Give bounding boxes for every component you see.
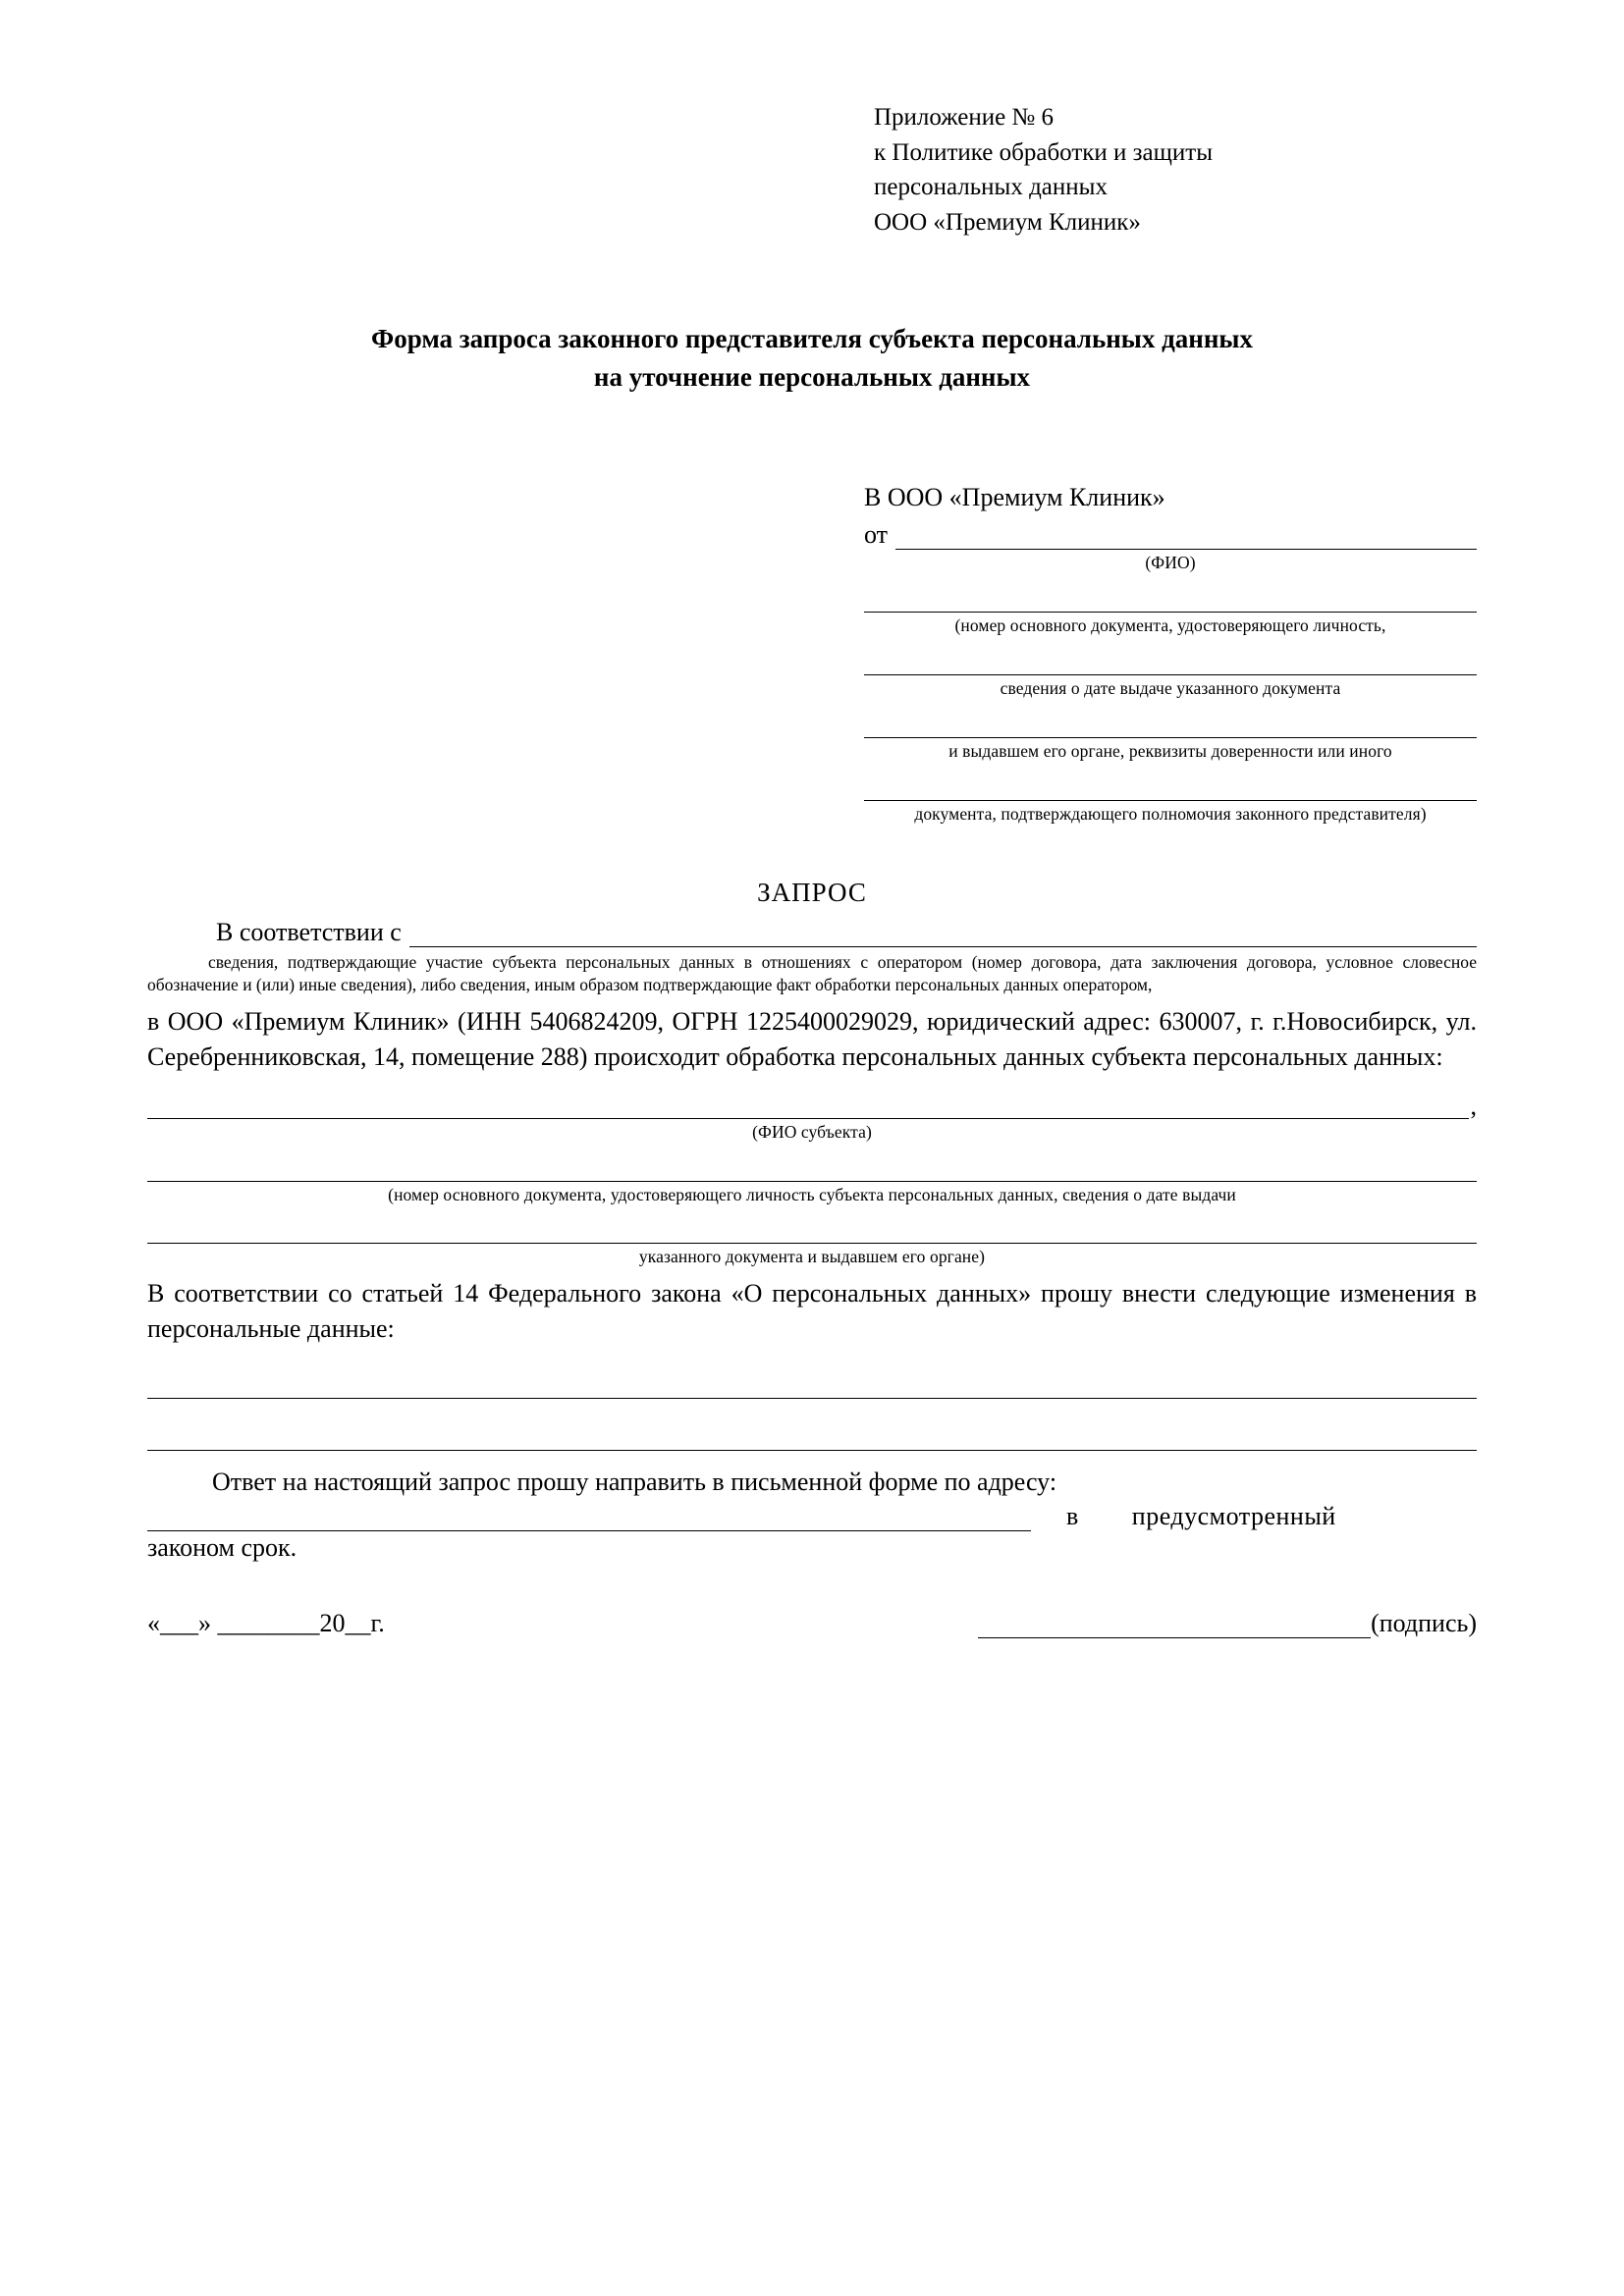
caption-doc-powers: документа, подтверждающего полномочия законного представителя)	[914, 803, 1427, 824]
answer-address-row	[147, 1502, 1477, 1531]
signature-label: (подпись)	[1371, 1609, 1477, 1638]
caption-doc-organ: и выдавшем его органе, реквизиты доверенности или иного	[948, 740, 1392, 761]
from-label: от	[864, 520, 889, 550]
answer-tail-word2: предусмотренный	[1131, 1502, 1336, 1531]
subject-doc-slot-2	[147, 1217, 1477, 1268]
doc-powers-slot	[864, 774, 1477, 826]
addressee-block	[147, 481, 1477, 825]
subject-fio-slot	[147, 1093, 1477, 1144]
caption-doc-number: (номер основного документа, удостоверяющего личность,	[954, 614, 1386, 635]
basis-label: В соответствии с	[216, 918, 402, 947]
basis-row	[147, 918, 1477, 947]
page-title-line1: Форма запроса законного представителя субъекта персональных данных	[371, 324, 1253, 353]
answer-address-blank[interactable]	[147, 1505, 1031, 1531]
from-fio-blank[interactable]	[895, 523, 1477, 550]
answer-paragraph	[147, 1465, 1477, 1500]
changes-blank-block	[147, 1372, 1477, 1451]
answer-tail-word: в	[1066, 1502, 1079, 1531]
appendix-org: ООО «Премиум Клиник»	[874, 208, 1141, 236]
doc-powers-blank[interactable]	[864, 774, 1477, 801]
signature-blank[interactable]	[978, 1614, 1371, 1638]
subject-doc-slot	[147, 1155, 1477, 1206]
from-row	[864, 520, 1477, 550]
appendix-header	[147, 94, 1477, 240]
doc-organ-slot	[864, 712, 1477, 763]
law-paragraph: В соответствии со статьей 14 Федерального закона «О персональных данных» прошу внести следующие изменения в персональные данные:	[147, 1279, 1477, 1344]
subject-fio-blank[interactable]	[147, 1093, 1469, 1119]
doc-number-blank[interactable]	[864, 586, 1477, 613]
section-title-request: ЗАПРОС	[757, 878, 867, 908]
caption-fio: (ФИО)	[1145, 553, 1196, 573]
changes-blank-1[interactable]	[147, 1372, 1477, 1399]
subject-doc-blank[interactable]	[147, 1155, 1477, 1182]
subject-fio-comma: ,	[1470, 1091, 1477, 1120]
appendix-policy-line1: к Политике обработки и защиты	[874, 138, 1214, 166]
doc-number-slot	[864, 586, 1477, 637]
basis-blank[interactable]	[409, 921, 1477, 947]
page-title-line2: на уточнение персональных данных	[593, 362, 1031, 393]
doc-date-blank[interactable]	[864, 649, 1477, 675]
answer-tail	[1031, 1502, 1336, 1531]
caption-subject-doc: (номер основного документа, удостоверяющего личность субъекта персональных данных, сведения о дате выдачи	[388, 1184, 1236, 1204]
doc-organ-blank[interactable]	[864, 712, 1477, 738]
appendix-number: Приложение № 6	[874, 104, 1055, 131]
basis-note	[147, 951, 1477, 996]
page-title	[147, 320, 1477, 397]
caption-doc-date: сведения о дате выдаче указанного документа	[1000, 677, 1341, 698]
date-field[interactable]: «___» ________20__г.	[147, 1609, 385, 1638]
addressee-org: В ООО «Премиум Клиник»	[864, 483, 1165, 512]
operator-paragraph: в ООО «Премиум Клиник» (ИНН 5406824209, ОГРН 1225400029029, юридический адрес: 630007, г. г.Новосибирск, ул. Серебренниковская, 14, помещение 288) происходит обработка персональных данных субъекта персональных данных:	[147, 1006, 1477, 1071]
subject-doc-blank-2[interactable]	[147, 1217, 1477, 1244]
changes-blank-2[interactable]	[147, 1424, 1477, 1451]
signature-row	[147, 1609, 1477, 1638]
caption-subject-fio: (ФИО субъекта)	[752, 1121, 872, 1142]
answer-tail-line2: законом срок.	[147, 1533, 298, 1563]
caption-subject-doc-2: указанного документа и выдавшем его органе)	[638, 1247, 986, 1267]
answer-paragraph-text: Ответ на настоящий запрос прошу направить в письменной форме по адресу:	[212, 1468, 1057, 1497]
doc-date-slot	[864, 649, 1477, 700]
basis-note-text: сведения, подтверждающие участие субъекта персональных данных в отношениях с оператором (номер договора, дата заключения договора, условное словесное обозначение и (или) иные сведения), либо сведения, иным образом подтверждающие факт обработки персональных данных оператором,	[147, 952, 1477, 995]
appendix-policy-line2: персональных данных	[874, 174, 1108, 200]
